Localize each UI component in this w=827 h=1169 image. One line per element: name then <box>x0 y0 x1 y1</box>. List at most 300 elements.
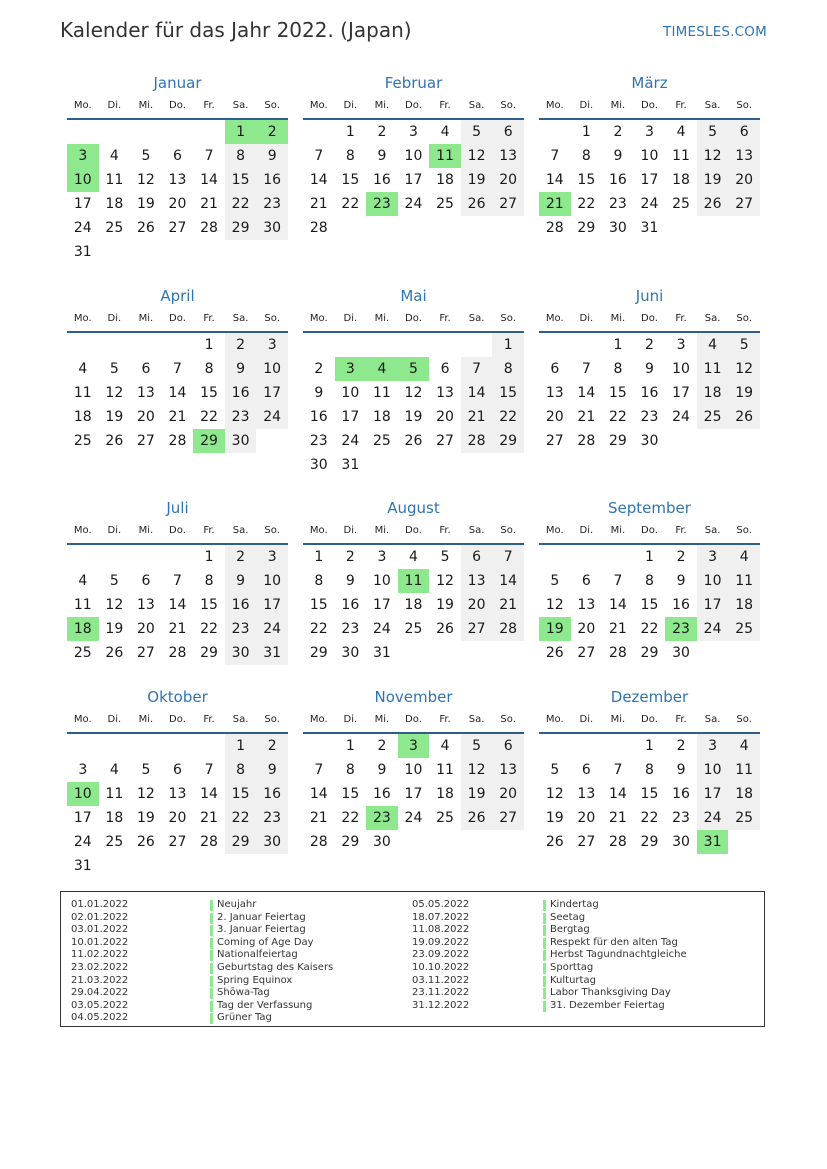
day-cell: 9 <box>256 144 288 168</box>
day-cell: 15 <box>341 786 360 802</box>
weekday-label: Mi. <box>374 313 390 324</box>
holiday-date: 03.05.2022 <box>71 999 129 1011</box>
day-cell: 14 <box>168 385 187 401</box>
weekday-label: Mo. <box>545 714 564 725</box>
day-cell: 22 <box>577 196 596 212</box>
day-cell: 31 <box>372 645 391 661</box>
day-cell: 13 <box>492 144 524 168</box>
day-cell: 6 <box>581 762 591 778</box>
empty-cell <box>335 333 367 357</box>
empty-cell <box>162 120 194 144</box>
day-cell: 20 <box>492 782 524 806</box>
day-cell: 17 <box>73 810 92 826</box>
weekday-label: Do. <box>641 100 658 111</box>
day-cell: 26 <box>136 220 155 236</box>
day-cell: 21 <box>492 593 524 617</box>
day-cell: 29 <box>640 645 659 661</box>
empty-cell <box>602 545 634 569</box>
day-cell: 5 <box>728 333 760 357</box>
month-name: Juli <box>166 499 189 517</box>
week-row <box>539 806 760 830</box>
empty-cell <box>539 120 571 144</box>
day-cell: 2 <box>314 361 324 377</box>
day-cell: 24 <box>256 405 288 429</box>
day-cell: 29 <box>225 216 257 240</box>
weekday-label: Fr. <box>675 313 687 324</box>
weekday-label: Do. <box>405 100 422 111</box>
day-cell: 2 <box>225 545 257 569</box>
week-row <box>303 593 524 617</box>
weekday-label: Do. <box>405 525 422 536</box>
week-row <box>303 144 524 168</box>
weekday-label: Di. <box>343 100 358 111</box>
weekday-label: Mo. <box>545 525 564 536</box>
week-row <box>539 216 760 240</box>
day-cell: 13 <box>577 786 596 802</box>
day-cell: 6 <box>141 361 151 377</box>
day-cell: 31 <box>697 830 729 854</box>
holiday-name: Kindertag <box>550 899 599 910</box>
weekday-label: Mo. <box>309 100 328 111</box>
day-cell: 10 <box>697 569 729 593</box>
day-cell: 19 <box>136 196 155 212</box>
day-cell: 30 <box>341 645 360 661</box>
day-cell: 14 <box>200 786 218 802</box>
day-cell: 19 <box>545 810 564 826</box>
day-cell: 16 <box>256 782 288 806</box>
holiday-date: 11.02.2022 <box>71 949 129 961</box>
day-cell: 23 <box>672 810 690 826</box>
empty-cell <box>398 333 430 357</box>
weekday-label: Fr. <box>439 714 451 725</box>
day-cell: 17 <box>697 593 729 617</box>
day-cell: 8 <box>225 144 257 168</box>
day-cell: 19 <box>539 617 571 641</box>
day-cell: 11 <box>105 786 124 802</box>
day-cell: 29 <box>309 645 328 661</box>
day-cell: 22 <box>640 621 659 637</box>
day-cell: 11 <box>73 597 92 613</box>
day-cell: 26 <box>545 645 564 661</box>
day-cell: 8 <box>204 361 214 377</box>
day-cell: 19 <box>105 621 124 637</box>
day-cell: 6 <box>550 361 560 377</box>
weekday-header <box>67 94 288 120</box>
holiday-name: Sporttag <box>550 962 594 973</box>
empty-cell <box>571 333 603 357</box>
day-cell: 24 <box>341 433 360 449</box>
day-cell: 4 <box>440 124 450 140</box>
day-cell: 1 <box>345 738 355 754</box>
day-cell: 17 <box>404 172 423 188</box>
weekday-label: Sa. <box>232 714 249 725</box>
weekday-label: Mi. <box>138 714 154 725</box>
day-cell: 20 <box>168 196 187 212</box>
week-row <box>539 405 760 429</box>
month-name: Januar <box>153 74 202 92</box>
weekday-label: So. <box>500 525 516 536</box>
day-cell: 20 <box>168 810 187 826</box>
day-cell: 10 <box>672 361 690 377</box>
weekday-label: Fr. <box>675 714 687 725</box>
month-6 <box>539 285 760 453</box>
empty-cell <box>303 734 335 758</box>
day-cell: 4 <box>728 734 760 758</box>
day-cell: 3 <box>335 357 367 381</box>
day-cell: 13 <box>136 597 155 613</box>
week-row <box>539 593 760 617</box>
day-cell: 23 <box>341 621 360 637</box>
day-cell: 19 <box>136 810 155 826</box>
day-cell: 22 <box>492 405 524 429</box>
weekday-label: Do. <box>169 100 186 111</box>
weekday-label: So. <box>264 313 280 324</box>
day-cell: 20 <box>577 810 596 826</box>
day-cell: 21 <box>608 810 627 826</box>
day-cell: 28 <box>492 617 524 641</box>
day-cell: 4 <box>409 549 418 565</box>
holiday-name: Tag der Verfassung <box>217 999 313 1011</box>
weekday-label: Fr. <box>675 100 687 111</box>
day-cell: 1 <box>225 120 257 144</box>
day-cell: 9 <box>314 385 324 401</box>
weekday-label: Di. <box>107 525 122 536</box>
day-cell: 30 <box>672 834 690 850</box>
day-cell: 30 <box>256 830 288 854</box>
weekday-header <box>67 519 288 545</box>
day-cell: 1 <box>613 337 623 353</box>
day-cell: 27 <box>436 433 454 449</box>
day-cell: 14 <box>577 385 596 401</box>
weekday-label: Di. <box>107 313 122 324</box>
day-cell: 27 <box>136 645 155 661</box>
day-cell: 6 <box>173 762 182 778</box>
day-cell: 11 <box>372 385 391 401</box>
weekday-label: Sa. <box>704 100 721 111</box>
weekday-label: Mo. <box>309 714 328 725</box>
week-row <box>539 333 760 357</box>
day-cell: 15 <box>492 381 524 405</box>
day-cell: 16 <box>225 381 257 405</box>
empty-cell <box>130 545 162 569</box>
holiday-date: 11.08.2022 <box>412 924 470 936</box>
holiday-name: Coming of Age Day <box>217 936 314 948</box>
week-row <box>67 617 288 641</box>
day-cell: 3 <box>697 734 729 758</box>
day-cell: 9 <box>256 758 288 782</box>
day-cell: 16 <box>372 786 391 802</box>
weekday-label: Fr. <box>203 313 215 324</box>
day-cell: 8 <box>345 762 355 778</box>
day-cell: 1 <box>581 124 591 140</box>
day-cell: 15 <box>640 597 659 613</box>
day-cell: 11 <box>672 148 690 164</box>
day-cell: 10 <box>640 148 659 164</box>
holiday-name: Labor Thanksgiving Day <box>550 987 671 999</box>
day-cell: 7 <box>613 762 623 778</box>
week-row <box>303 806 524 830</box>
day-cell: 22 <box>341 196 360 212</box>
empty-cell <box>130 333 162 357</box>
day-cell: 7 <box>173 361 182 377</box>
weekday-label: Mo. <box>545 313 564 324</box>
day-cell: 16 <box>225 593 257 617</box>
day-cell: 10 <box>341 385 360 401</box>
month-name: September <box>608 499 691 517</box>
day-cell: 18 <box>728 593 760 617</box>
month-11 <box>303 686 524 854</box>
day-cell: 20 <box>136 409 155 425</box>
month-name: März <box>631 74 668 92</box>
day-cell: 25 <box>372 433 391 449</box>
holiday-name: Respekt für den alten Tag <box>550 936 678 948</box>
week-row <box>539 545 760 569</box>
day-cell: 9 <box>345 573 355 589</box>
empty-cell <box>303 333 335 357</box>
holiday-date: 10.01.2022 <box>71 936 129 948</box>
day-cell: 27 <box>461 617 493 641</box>
day-cell: 24 <box>640 196 659 212</box>
day-cell: 7 <box>204 148 214 164</box>
weekday-label: Mi. <box>610 714 626 725</box>
week-row <box>303 758 524 782</box>
day-cell: 21 <box>577 409 596 425</box>
day-cell: 7 <box>613 573 623 589</box>
holiday-date: 19.09.2022 <box>412 936 470 948</box>
day-cell: 7 <box>173 573 182 589</box>
day-cell: 1 <box>345 124 355 140</box>
day-cell: 24 <box>73 220 92 236</box>
empty-cell <box>571 734 603 758</box>
week-row <box>303 569 524 593</box>
day-cell: 11 <box>429 144 461 168</box>
week-row <box>303 734 524 758</box>
week-row <box>303 429 524 453</box>
day-cell: 21 <box>461 405 493 429</box>
weekday-header <box>539 307 760 333</box>
empty-cell <box>99 120 131 144</box>
day-cell: 2 <box>377 738 387 754</box>
holiday-name: Neujahr <box>217 899 257 910</box>
day-cell: 18 <box>436 786 454 802</box>
day-cell: 25 <box>105 220 124 236</box>
day-cell: 27 <box>545 433 564 449</box>
month-name: Juni <box>635 287 664 305</box>
day-cell: 24 <box>372 621 391 637</box>
day-cell: 19 <box>436 597 454 613</box>
day-cell: 2 <box>613 124 623 140</box>
day-cell: 17 <box>640 172 659 188</box>
empty-cell <box>539 545 571 569</box>
weekday-label: So. <box>736 100 752 111</box>
day-cell: 1 <box>225 734 257 758</box>
weekday-label: Sa. <box>468 525 485 536</box>
day-cell: 29 <box>608 433 627 449</box>
day-cell: 4 <box>728 545 760 569</box>
month-name: Februar <box>384 74 443 92</box>
week-row <box>67 758 288 782</box>
week-row <box>303 641 524 665</box>
empty-cell <box>67 545 99 569</box>
day-cell: 6 <box>173 148 182 164</box>
day-cell: 31 <box>73 858 92 874</box>
weekday-label: Mi. <box>374 525 390 536</box>
day-cell: 10 <box>256 569 288 593</box>
day-cell: 11 <box>398 569 430 593</box>
day-cell: 21 <box>309 196 328 212</box>
month-name: August <box>387 499 440 517</box>
weekday-label: Sa. <box>232 100 249 111</box>
weekday-label: Do. <box>641 525 658 536</box>
weekday-label: Mi. <box>138 525 154 536</box>
day-cell: 28 <box>168 645 187 661</box>
day-cell: 26 <box>697 192 729 216</box>
week-row <box>539 357 760 381</box>
day-cell: 7 <box>550 148 560 164</box>
weekday-label: Sa. <box>232 525 249 536</box>
weekday-label: Di. <box>343 525 358 536</box>
day-cell: 26 <box>404 433 423 449</box>
weekday-label: Di. <box>343 313 358 324</box>
day-cell: 2 <box>256 734 288 758</box>
day-cell: 28 <box>200 220 218 236</box>
empty-cell <box>67 734 99 758</box>
holiday-name: Kulturtag <box>550 974 596 986</box>
week-row <box>67 854 288 878</box>
day-cell: 20 <box>728 168 760 192</box>
day-cell: 14 <box>492 569 524 593</box>
day-cell: 14 <box>200 172 218 188</box>
holiday-name: 2. Januar Feiertag <box>217 911 306 923</box>
weekday-label: Mi. <box>138 313 154 324</box>
day-cell: 7 <box>314 762 324 778</box>
week-row <box>303 617 524 641</box>
day-cell: 8 <box>613 361 623 377</box>
day-cell: 2 <box>645 337 654 353</box>
day-cell: 4 <box>109 762 119 778</box>
day-cell: 23 <box>309 433 328 449</box>
weekday-label: Fr. <box>203 714 215 725</box>
day-cell: 28 <box>608 645 627 661</box>
day-cell: 28 <box>577 433 596 449</box>
day-cell: 24 <box>697 617 729 641</box>
day-cell: 21 <box>539 192 571 216</box>
day-cell: 23 <box>256 192 288 216</box>
brand-link[interactable]: TIMESLES.COM <box>663 24 767 40</box>
day-cell: 28 <box>309 834 328 850</box>
day-cell: 7 <box>461 357 493 381</box>
weekday-label: So. <box>736 714 752 725</box>
week-row <box>303 453 524 477</box>
day-cell: 17 <box>672 385 690 401</box>
day-cell: 30 <box>372 834 391 850</box>
day-cell: 30 <box>309 457 328 473</box>
week-row <box>67 168 288 192</box>
weekday-label: Mi. <box>610 525 626 536</box>
day-cell: 15 <box>309 597 328 613</box>
day-cell: 23 <box>225 617 257 641</box>
week-row <box>67 569 288 593</box>
empty-cell <box>571 545 603 569</box>
weekday-label: Sa. <box>232 313 249 324</box>
day-cell: 3 <box>78 762 88 778</box>
week-row <box>539 429 760 453</box>
day-cell: 26 <box>105 433 124 449</box>
weekday-label: Fr. <box>675 525 687 536</box>
day-cell: 22 <box>341 810 360 826</box>
day-cell: 13 <box>545 385 564 401</box>
day-cell: 30 <box>225 641 257 665</box>
day-cell: 8 <box>225 758 257 782</box>
day-cell: 15 <box>640 786 659 802</box>
day-cell: 22 <box>225 192 257 216</box>
empty-cell <box>67 333 99 357</box>
week-row <box>67 429 288 453</box>
day-cell: 22 <box>200 409 218 425</box>
day-cell: 18 <box>436 172 454 188</box>
day-cell: 25 <box>728 617 760 641</box>
day-cell: 6 <box>461 545 493 569</box>
holiday-date: 21.03.2022 <box>71 974 129 986</box>
day-cell: 16 <box>256 168 288 192</box>
day-cell: 24 <box>672 409 690 425</box>
day-cell: 12 <box>436 573 454 589</box>
weekday-label: Sa. <box>704 525 721 536</box>
empty-cell <box>539 734 571 758</box>
day-cell: 24 <box>697 806 729 830</box>
day-cell: 9 <box>613 148 623 164</box>
day-cell: 6 <box>492 734 524 758</box>
empty-cell <box>366 333 398 357</box>
day-cell: 2 <box>676 549 686 565</box>
day-cell: 23 <box>366 806 398 830</box>
weekday-label: Mo. <box>73 525 92 536</box>
week-row <box>67 120 288 144</box>
empty-cell <box>602 734 634 758</box>
empty-cell <box>193 734 225 758</box>
day-cell: 28 <box>461 429 493 453</box>
week-row <box>303 120 524 144</box>
weekday-label: So. <box>264 100 280 111</box>
day-cell: 7 <box>581 361 591 377</box>
weekday-label: Di. <box>579 525 594 536</box>
weekday-header <box>303 708 524 734</box>
day-cell: 25 <box>728 806 760 830</box>
day-cell: 15 <box>577 172 596 188</box>
day-cell: 1 <box>204 337 214 353</box>
day-cell: 4 <box>440 738 450 754</box>
day-cell: 10 <box>372 573 391 589</box>
week-row <box>303 381 524 405</box>
day-cell: 7 <box>204 762 214 778</box>
day-cell: 21 <box>608 621 627 637</box>
day-cell: 14 <box>608 597 627 613</box>
day-cell: 26 <box>461 192 493 216</box>
weekday-label: Mi. <box>374 100 390 111</box>
day-cell: 2 <box>225 333 257 357</box>
day-cell: 3 <box>256 333 288 357</box>
day-cell: 17 <box>256 381 288 405</box>
day-cell: 21 <box>168 621 187 637</box>
day-cell: 20 <box>545 409 564 425</box>
weekday-label: Mo. <box>309 525 328 536</box>
empty-cell <box>162 734 194 758</box>
day-cell: 27 <box>577 645 596 661</box>
day-cell: 6 <box>581 573 591 589</box>
day-cell: 28 <box>309 220 328 236</box>
day-cell: 5 <box>440 549 450 565</box>
day-cell: 10 <box>697 758 729 782</box>
